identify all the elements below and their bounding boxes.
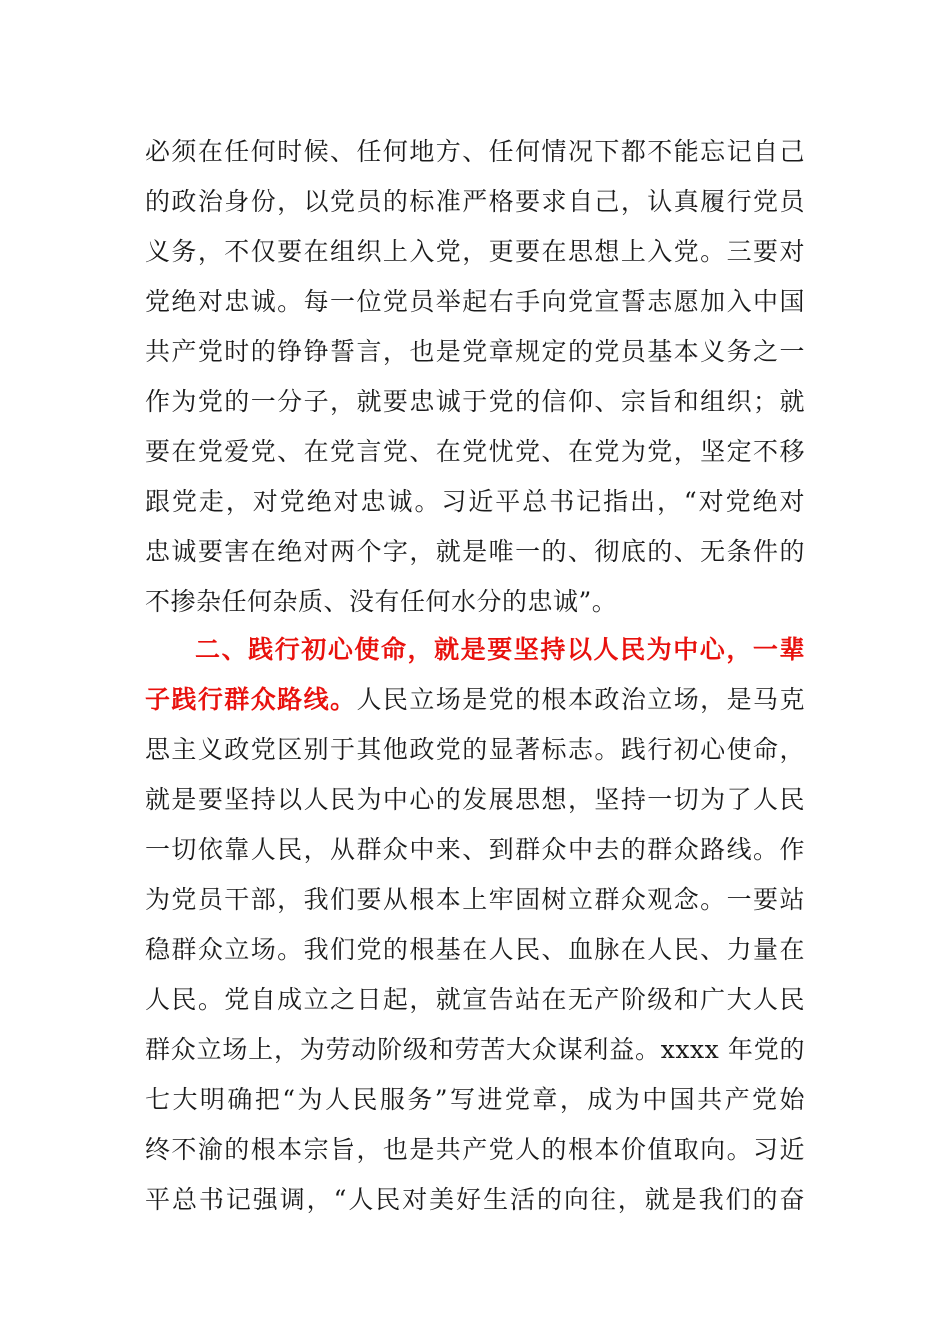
text-line: 思主义政党区别于其他政党的显著标志。践行初心使命， (145, 735, 805, 764)
text-line: 不掺杂任何杂质、没有任何水分的忠诚”。 (145, 587, 618, 616)
text-line: 义务，不仅要在组织上入党，更要在思想上入党。三要对 (145, 237, 805, 266)
text-line: 平总书记强调，“人民对美好生活的向往，就是我们的奋 (145, 1185, 805, 1214)
section-heading-continued: 子践行群众路线。 (145, 685, 357, 714)
text-line: 就是要坚持以人民为中心的发展思想，坚持一切为了人民 (145, 785, 805, 814)
text-line: 群众立场上，为劳动阶级和劳苦大众谋利益。xxxx 年党的 (145, 1035, 805, 1064)
text-line: 忠诚要害在绝对两个字，就是唯一的、彻底的、无条件的 (145, 537, 805, 566)
text-line: 七大明确把“为人民服务”写进党章，成为中国共产党始 (145, 1085, 805, 1114)
text-line: 的政治身份，以党员的标准严格要求自己，认真履行党员 (145, 187, 805, 216)
text-line: 要在党爱党、在党言党、在党忧党、在党为党，坚定不移 (145, 437, 805, 466)
text-line-mixed (145, 683, 805, 717)
text-line: 共产党时的铮铮誓言，也是党章规定的党员基本义务之一 (145, 337, 805, 366)
section-heading: 二、践行初心使命，就是要坚持以人民为中心，一辈 (195, 635, 805, 664)
text-line: 作为党的一分子，就要忠诚于党的信仰、宗旨和组织；就 (145, 387, 805, 416)
text-line: 人民。党自成立之日起，就宣告站在无产阶级和广大人民 (145, 985, 805, 1014)
text-line: 必须在任何时候、任何地方、任何情况下都不能忘记自己 (145, 137, 805, 166)
text-line: 终不渝的根本宗旨，也是共产党人的根本价值取向。习近 (145, 1135, 805, 1164)
text-line: 一切依靠人民，从群众中来、到群众中去的群众路线。作 (145, 835, 805, 864)
text-line: 跟党走，对党绝对忠诚。习近平总书记指出，“对党绝对 (145, 487, 805, 516)
text-line: 稳群众立场。我们党的根基在人民、血脉在人民、力量在 (145, 935, 805, 964)
text-segment: 人民立场是党的根本政治立场，是马克 (356, 685, 805, 714)
text-line: 为党员干部，我们要从根本上牢固树立群众观念。一要站 (145, 885, 805, 914)
text-line: 党绝对忠诚。每一位党员举起右手向党宣誓志愿加入中国 (145, 287, 805, 316)
